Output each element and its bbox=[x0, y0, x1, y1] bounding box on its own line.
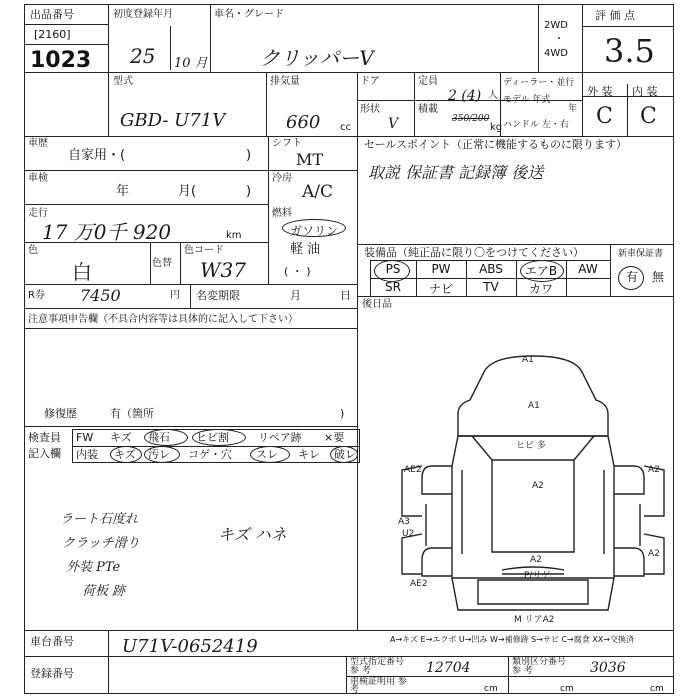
divider bbox=[357, 244, 674, 245]
ac-value: A/C bbox=[302, 182, 334, 202]
repair-end: ) bbox=[340, 407, 345, 420]
divider bbox=[268, 136, 269, 284]
insp-repair: リペア跡 bbox=[258, 431, 302, 444]
lot-number: 1023 bbox=[30, 48, 92, 73]
first-reg-year: 25 bbox=[130, 44, 156, 68]
mark-crack: ヒビ 多 bbox=[516, 441, 546, 451]
class-value: 3036 bbox=[590, 660, 626, 676]
fuel-value: ガソリン bbox=[290, 224, 339, 238]
note-3: 外装 PTe bbox=[66, 560, 121, 575]
divider bbox=[24, 426, 357, 427]
insp-int-scratch: キズ bbox=[114, 448, 136, 461]
shape-value: V bbox=[388, 116, 399, 132]
equip-airbag-circle bbox=[520, 260, 564, 282]
cc-unit: cc bbox=[340, 122, 351, 133]
cm-2: cm bbox=[560, 684, 574, 694]
shape-label: 形状 bbox=[360, 104, 380, 115]
mark-pulley: P/リゲ bbox=[524, 571, 551, 581]
equip-abs: ABS bbox=[479, 262, 503, 276]
divider bbox=[24, 24, 108, 25]
inspection-year: 年 bbox=[116, 184, 130, 199]
lot-label: 出品番号 bbox=[30, 8, 74, 21]
model-year-label: モデル 年式 bbox=[503, 95, 551, 105]
insp-need: ×要 bbox=[324, 431, 345, 444]
equip-navi: ナビ bbox=[428, 282, 453, 296]
warranty-label: 新車保証書 bbox=[618, 249, 664, 259]
divider bbox=[414, 72, 415, 136]
divider bbox=[357, 296, 358, 630]
capacity-value: 2 (4) bbox=[448, 88, 482, 104]
divider bbox=[24, 136, 674, 137]
mileage-unit: kg bbox=[490, 122, 503, 133]
grade-label: 評 価 点 bbox=[595, 9, 635, 22]
divider bbox=[108, 4, 109, 136]
insp-int-scratch-circle bbox=[110, 446, 142, 463]
equipment-label: 装備品（純正品に限り〇をつけてください） bbox=[364, 246, 584, 259]
divider bbox=[346, 656, 347, 694]
inspection-month: 月( bbox=[178, 184, 197, 199]
legend: A→キズ E→エクボ U→凹み W→補修跡 S→サビ C→腐食 XX→交換済 bbox=[390, 635, 634, 644]
divider bbox=[180, 242, 181, 284]
mark-a2-lower: A2 bbox=[530, 555, 542, 565]
cm-1: cm bbox=[484, 684, 498, 694]
int-value: C bbox=[640, 104, 657, 129]
capacity-label: 定員 bbox=[418, 76, 438, 87]
drive-4wd: 4WD bbox=[544, 48, 568, 59]
divider bbox=[610, 244, 611, 296]
equip-ps: PS bbox=[385, 262, 401, 276]
lot-sub: [2160] bbox=[34, 28, 71, 41]
notes-label: 注意事項申告欄（不具合内容等は具体的に記入して下さい） bbox=[28, 314, 298, 325]
ext-value: C bbox=[596, 104, 613, 129]
mileage-note: 350/200 bbox=[452, 114, 490, 124]
insp-crack-circle bbox=[192, 429, 246, 446]
odometer-unit: km bbox=[226, 230, 242, 241]
insp-tear-circle bbox=[330, 446, 358, 463]
history-label: 車歴 bbox=[28, 138, 48, 149]
mark-u2-left: U2 bbox=[402, 529, 415, 539]
insp-burn: コゲ・穴 bbox=[188, 448, 232, 461]
equip-leather: カワ bbox=[528, 282, 553, 296]
vehicle-damage-diagram bbox=[392, 348, 674, 630]
name-change-label: 名変期限 bbox=[196, 289, 240, 302]
drive-2wd: 2WD bbox=[544, 20, 568, 31]
recycle-value: 7450 bbox=[80, 286, 121, 305]
fuel-diesel: 軽 油 bbox=[290, 242, 321, 257]
color-change-label: 色替 bbox=[152, 258, 172, 269]
repair-value: 有（箇所 bbox=[110, 407, 154, 420]
divider bbox=[170, 26, 171, 70]
type-no-value: 12704 bbox=[426, 660, 471, 676]
insp-crack: ヒビ割 bbox=[196, 431, 229, 444]
cc-label: 排気量 bbox=[270, 76, 300, 87]
insp-scratch: キズ bbox=[110, 431, 132, 444]
history-value-end: ) bbox=[246, 148, 252, 163]
first-reg-month: 10 月 bbox=[174, 56, 208, 71]
mileage-label: 積載 bbox=[418, 104, 438, 115]
mark-a2-mid: A2 bbox=[532, 481, 544, 491]
insp-tear: 破レ bbox=[334, 448, 356, 461]
cc-value: 660 bbox=[286, 112, 321, 133]
insp-chip: 飛石 bbox=[148, 431, 170, 444]
grade-value: 3.5 bbox=[604, 32, 655, 70]
scratch-note: キズ ハネ bbox=[218, 525, 287, 544]
mark-a2-right: A2 bbox=[648, 465, 660, 475]
insp-cut: キレ bbox=[298, 448, 320, 461]
insp-fw: FW bbox=[76, 431, 94, 444]
history-value: 自家用・( bbox=[68, 148, 126, 163]
mark-left-top: AE2 bbox=[404, 465, 422, 475]
equip-sr: SR bbox=[385, 280, 401, 294]
insp-interior: 内装 bbox=[76, 448, 98, 461]
divider bbox=[24, 328, 357, 329]
fuel-paren: ( ・ ) bbox=[284, 265, 311, 278]
divider bbox=[357, 100, 414, 101]
cm-3: cm bbox=[650, 684, 664, 694]
recycle-label: R券 bbox=[28, 290, 45, 301]
equip-aw: AW bbox=[578, 262, 598, 276]
drive-dot: ・ bbox=[554, 34, 564, 45]
class-label: 類別区分番号 参 考 bbox=[512, 657, 567, 676]
divider bbox=[150, 242, 151, 284]
model-value: GBD- U71V bbox=[120, 110, 226, 131]
recycle-unit: 円 bbox=[170, 290, 180, 301]
divider bbox=[627, 84, 628, 136]
divider bbox=[266, 72, 267, 136]
rear-seat-label: 後日品 bbox=[362, 299, 392, 310]
insp-stain-circle bbox=[144, 446, 180, 463]
divider bbox=[190, 284, 191, 308]
cert-label: 車検証明用 参 考 bbox=[350, 677, 407, 695]
name-change-month: 月 bbox=[290, 289, 301, 302]
mark-rear-bumper: M リアA2 bbox=[514, 615, 555, 625]
divider bbox=[508, 656, 509, 694]
color-code-label: 色コード bbox=[184, 245, 224, 256]
divider bbox=[538, 4, 539, 72]
inspector-label-1: 検査員 bbox=[28, 431, 61, 444]
int-label: 内 装 bbox=[632, 85, 658, 98]
equip-tv: TV bbox=[483, 280, 499, 294]
inspection-end: ) bbox=[246, 184, 252, 199]
divider bbox=[24, 170, 357, 171]
divider bbox=[357, 72, 358, 136]
car-name-value: クリッパーV bbox=[260, 46, 374, 70]
odometer-value: 17 万0千 920 bbox=[42, 220, 172, 244]
inspector-label-2: 記入欄 bbox=[28, 447, 61, 460]
inspection-label: 車検 bbox=[28, 173, 48, 184]
divider bbox=[210, 4, 211, 72]
divider bbox=[24, 72, 674, 73]
car-name-label: 車名・グレード bbox=[214, 9, 284, 20]
color-label: 色 bbox=[28, 245, 38, 256]
insp-wear-circle bbox=[250, 446, 290, 463]
chassis-label: 車台番号 bbox=[30, 635, 74, 648]
equip-airbag: エアB bbox=[524, 264, 558, 278]
warranty-yes: 有 bbox=[626, 270, 639, 284]
ac-label: 冷房 bbox=[272, 173, 292, 184]
divider bbox=[582, 26, 674, 27]
shift-label: シフト bbox=[272, 138, 302, 149]
mark-a3-left: A3 bbox=[398, 517, 410, 527]
divider bbox=[24, 44, 108, 45]
door-label: ドア bbox=[360, 76, 380, 87]
mark-a2-rear: A2 bbox=[648, 549, 660, 559]
capacity-unit: 人 bbox=[488, 90, 498, 101]
sales-point-label: セールスポイント（正常に機能するものに限ります） bbox=[364, 138, 628, 151]
warranty-no: 無 bbox=[652, 270, 665, 284]
fuel-circle bbox=[282, 219, 346, 237]
ext-label: 外 装 bbox=[587, 85, 613, 98]
note-2: クラッチ滑り bbox=[62, 536, 140, 551]
reg-label: 登録番号 bbox=[30, 667, 74, 680]
chassis-value: U71V-0652419 bbox=[122, 636, 258, 657]
name-change-day: 日 bbox=[340, 289, 351, 302]
insp-stain: 汚レ bbox=[148, 448, 170, 461]
divider bbox=[24, 308, 357, 309]
model-label: 型式 bbox=[113, 76, 133, 87]
handle-label: ハンドル 左・右 bbox=[503, 120, 569, 130]
mark-a1-mid: A1 bbox=[528, 401, 540, 411]
type-no-label: 型式指定番号 参 考 bbox=[350, 657, 405, 676]
divider bbox=[357, 136, 358, 308]
repair-label: 修復歴 bbox=[44, 407, 77, 420]
divider bbox=[24, 204, 268, 205]
mark-a1-top: A1 bbox=[522, 355, 534, 365]
fuel-label: 燃料 bbox=[272, 208, 292, 219]
divider bbox=[370, 260, 610, 261]
shift-value: MT bbox=[296, 150, 324, 169]
note-1: ラート石度れ bbox=[60, 512, 139, 527]
insp-chip-circle bbox=[144, 429, 188, 446]
model-year-unit: 年 bbox=[568, 104, 578, 114]
divider bbox=[414, 100, 582, 101]
mark-ae2: AE2 bbox=[410, 579, 428, 589]
warranty-yes-circle bbox=[618, 266, 644, 290]
dealer-label: ディーラー・並行 bbox=[503, 78, 575, 88]
equip-pw: PW bbox=[431, 262, 451, 276]
color-value: 白 bbox=[72, 260, 92, 284]
color-code-value: W37 bbox=[200, 258, 247, 282]
divider bbox=[370, 278, 610, 279]
divider bbox=[582, 4, 583, 136]
divider bbox=[108, 630, 109, 694]
equip-ps-circle bbox=[374, 260, 410, 282]
first-reg-label: 初度登録年月 bbox=[113, 9, 173, 20]
divider bbox=[24, 630, 674, 631]
note-4: 荷板 跡 bbox=[82, 584, 126, 599]
odometer-label: 走行 bbox=[28, 208, 48, 219]
sales-point-value: 取説 保証書 記録簿 後送 bbox=[368, 163, 544, 182]
insp-wear: スレ bbox=[256, 448, 278, 461]
